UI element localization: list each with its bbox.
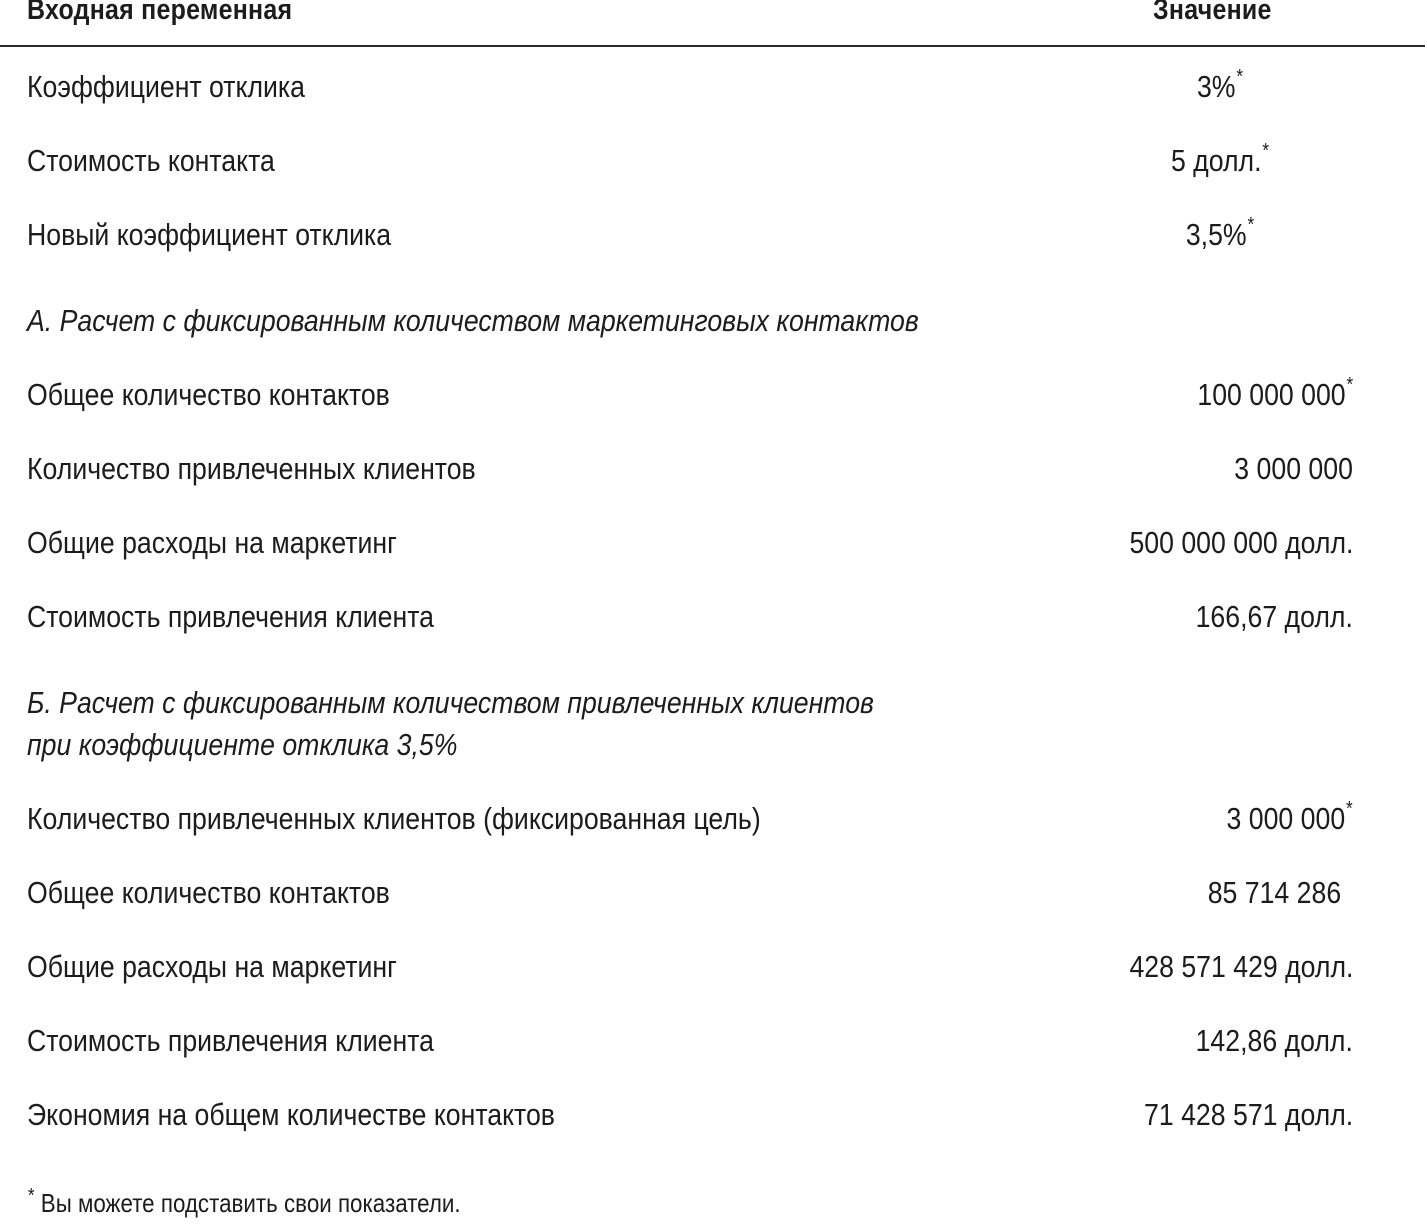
row-label-response-rate: Коэффициент отклика bbox=[27, 69, 305, 104]
row-label-new-response-rate: Новый коэффициент отклика bbox=[27, 217, 392, 252]
a-row-value-total-contacts bbox=[1197, 376, 1353, 418]
asterisk-mark: * bbox=[1262, 140, 1270, 162]
b-row-label-savings: Экономия на общем количестве контактов bbox=[27, 1097, 555, 1132]
b-row-label-acquired-clients: Количество привлеченных клиентов (фиксированная цель) bbox=[27, 801, 761, 836]
table-header-variable: Входная переменная bbox=[27, 0, 293, 26]
a-row-label-marketing-spend: Общие расходы на маркетинг bbox=[27, 525, 397, 560]
row-value-response-rate bbox=[1168, 68, 1271, 110]
a-row-label-acquired-clients: Количество привлеченных клиентов bbox=[27, 451, 476, 486]
asterisk-mark: * bbox=[1236, 66, 1244, 88]
a-row-label-acquisition-cost: Стоимость привлечения клиента bbox=[27, 599, 434, 634]
footnote bbox=[27, 1184, 461, 1225]
b-row-value-total-contacts: 85 714 286 bbox=[1207, 875, 1341, 910]
b-row-label-total-contacts: Общее количество контактов bbox=[27, 875, 390, 910]
asterisk-mark: * bbox=[1247, 214, 1255, 236]
row-value-contact-cost bbox=[1151, 142, 1289, 184]
a-row-value-acquisition-cost: 166,67 долл. bbox=[1195, 599, 1353, 634]
a-row-value-acquired-clients: 3 000 000 bbox=[1234, 451, 1353, 486]
footnote-asterisk: * bbox=[27, 1185, 35, 1207]
row-label-contact-cost: Стоимость контакта bbox=[27, 143, 275, 178]
value-text: 3 000 000 bbox=[1226, 801, 1346, 836]
asterisk-mark: * bbox=[1346, 798, 1353, 820]
section-b-title-line2: при коэффициенте отклика 3,5% bbox=[27, 727, 458, 762]
b-row-value-marketing-spend: 428 571 429 долл. bbox=[1129, 949, 1353, 984]
value-text: 100 000 000 bbox=[1197, 377, 1346, 412]
value-text: 3,5% bbox=[1185, 217, 1247, 252]
a-row-label-total-contacts: Общее количество контактов bbox=[27, 377, 390, 412]
footnote-text: Вы можете подставить свои показатели. bbox=[40, 1188, 461, 1218]
value-text: 5 долл. bbox=[1170, 143, 1262, 178]
b-row-label-acquisition-cost: Стоимость привлечения клиента bbox=[27, 1023, 434, 1058]
row-value-new-response-rate bbox=[1160, 216, 1280, 258]
a-row-value-marketing-spend: 500 000 000 долл. bbox=[1129, 525, 1353, 560]
section-b-title-line1: Б. Расчет с фиксированным количеством привлеченных клиентов bbox=[27, 685, 874, 720]
value-text: 3% bbox=[1196, 69, 1236, 104]
b-row-value-acquisition-cost: 142,86 долл. bbox=[1195, 1023, 1353, 1058]
b-row-value-acquired-clients bbox=[1227, 800, 1353, 842]
section-a-title: А. Расчет с фиксированным количеством маркетинговых контактов bbox=[27, 303, 919, 338]
header-divider bbox=[0, 45, 1425, 47]
asterisk-mark: * bbox=[1346, 374, 1353, 396]
b-row-value-savings: 71 428 571 долл. bbox=[1143, 1097, 1353, 1132]
b-row-label-marketing-spend: Общие расходы на маркетинг bbox=[27, 949, 397, 984]
table-header-value: Значение bbox=[1153, 0, 1272, 26]
